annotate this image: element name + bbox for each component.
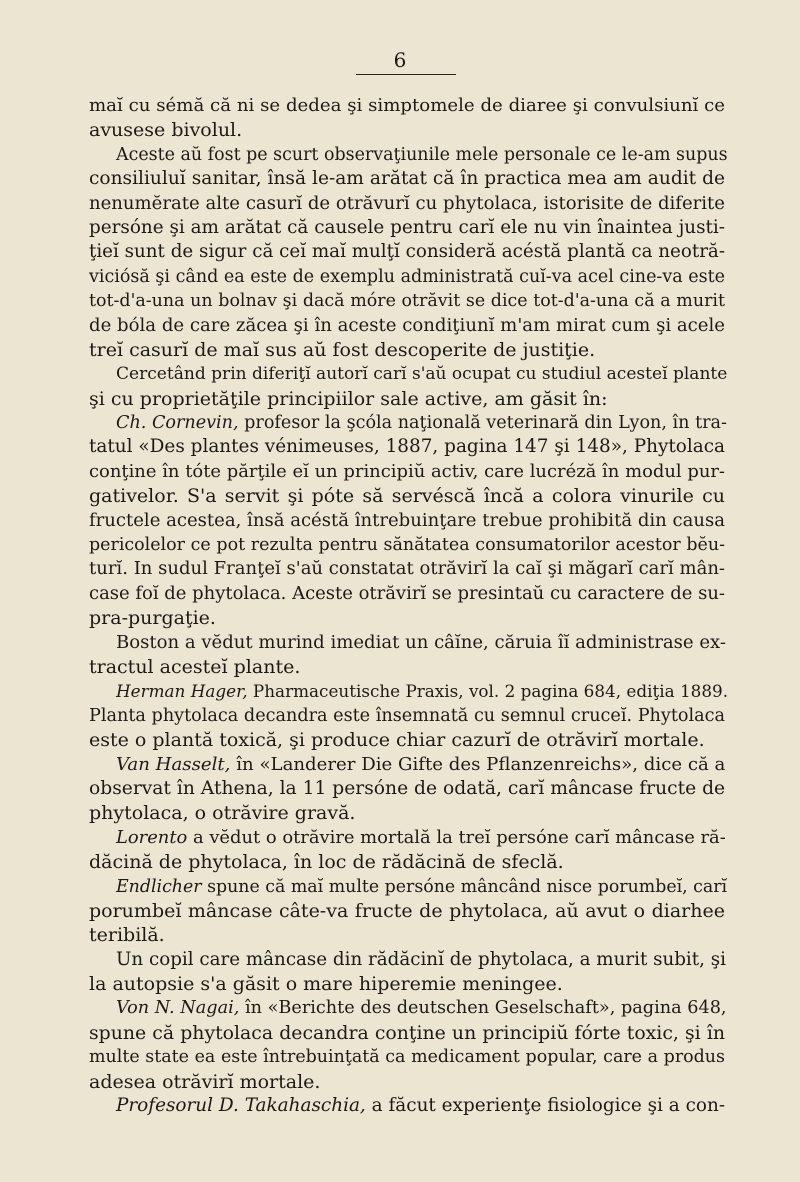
text-line: pericolelor ce pot rezulta pentru sănătatea consumatorilor acestor bĕu- — [89, 535, 725, 556]
text-line — [89, 753, 725, 777]
text-line: gativelor. S'a servit şi póte să servéscă încă a colora vinurile cu — [89, 485, 725, 508]
text-line: tot-d'a-una un bolnav şi dacă móre otrăvit se dice tot-d'a-una că a murit — [89, 291, 725, 312]
text-line: adesea otrăvirĭ mortale. — [89, 1070, 321, 1093]
text-line — [89, 679, 729, 703]
text-line: tatul «Des plantes vénimeuses, 1887, pagina 147 şi 148», Phytolaca — [89, 436, 725, 458]
text-line: spune că phytolaca decandra conţine un principiŭ fórte toxic, şi în — [89, 1021, 725, 1044]
text-line: case foĭ de phytolaca. Aceste otrăvirĭ se presintaŭ cu caractere de su- — [89, 582, 725, 604]
text-line: tractul acesteĭ plante. — [89, 655, 301, 678]
text-line: avusese bivolul. — [89, 119, 243, 142]
text-line: porumbeĭ mâncase câte-va fructe de phytolaca, aŭ avut o diarhee — [89, 899, 725, 922]
text-line: Un copil care mâncase din rădăcinĭ de phytolaca, a murit subit, şi — [116, 948, 726, 970]
line-rest: a făcut experienţe fisiologice şi a con- — [365, 1095, 726, 1117]
text-line: la autopsie s'a găsit o mare hiperemie meningee. — [89, 973, 563, 996]
line-rest: spune că maĭ multe persóne mâncând nisce porumbeĭ, carĭ — [201, 876, 728, 897]
author-name: Lorento — [116, 826, 188, 848]
text-line: maĭ cu sémă că ni se dedea şi simptomele de diaree şi convulsiunĭ ce — [89, 95, 725, 116]
text-line: pra-purgaţie. — [89, 607, 216, 630]
text-line: Aceste aŭ fost pe scurt observaţiunile mele personale ce le-am supus — [116, 144, 728, 165]
author-name: Profesorul D. Takahaschia, — [116, 1095, 366, 1117]
text-line — [89, 826, 725, 850]
text-line: viciósă şi când ea este de exemplu administrată cuĭ-va acel cine-va este — [89, 266, 725, 287]
text-line: ţieĭ sunt de sigur că ceĭ maĭ mulţĭ consideră acéstă plantă ca neotră- — [89, 241, 725, 263]
text-line: de bóla de care zăcea şi în aceste condiţiunĭ m'am mirat cum şi acele — [89, 314, 725, 336]
text-line — [89, 411, 725, 435]
text-line: Planta phytolaca decandra este însemnată cu semnul cruceĭ. Phytolaca — [89, 705, 725, 726]
text-line: dăcină de phytolaca, în loc de rădăcină de sfeclă. — [89, 851, 564, 874]
text-line: phytolaca, o otrăvire gravă. — [89, 802, 356, 825]
line-rest: Pharmaceutische Praxis, vol. 2 pagina 684, ediţia 1889. — [247, 681, 729, 702]
line-rest: a vĕdut o otrăvire mortală la treĭ persóne carĭ mâncase ră- — [187, 826, 726, 848]
text-line: conţine în tóte părţile eĭ un principiŭ activ, care lucréză în modul pur- — [89, 460, 725, 482]
text-line: consiliuluĭ sanitar, însă le-am arătat că în practica mea am audit de — [89, 168, 725, 190]
text-line: turĭ. In sudul Franţeĭ s'aŭ constatat otrăvirĭ la caĭ şi măgarĭ carĭ mân- — [89, 558, 725, 580]
line-rest: în «Berichte des deutschen Geselschaft», pagina 648, — [239, 998, 727, 1019]
text-line: Cercetând prin diferiţĭ autorĭ carĭ s'aŭ ocupat cu studiul acesteĭ plante — [116, 364, 728, 385]
author-name: Endlicher — [116, 876, 202, 897]
text-line: şi cu proprietăţile principiilor sale active, am găsit în: — [89, 387, 608, 410]
text-line: teribilă. — [89, 924, 165, 947]
body-text — [89, 94, 729, 1118]
text-line — [89, 996, 725, 1020]
author-name: Von N. Nagai, — [116, 998, 240, 1019]
text-line: treĭ casurĭ de maĭ sus aŭ fost descoperite de justiţie. — [89, 338, 596, 361]
text-line: persóne şi am arătat că causele pentru carĭ ele nu vin înaintea justi- — [89, 216, 725, 238]
page-number: 6 — [393, 48, 407, 72]
author-name: Van Hasselt, — [116, 753, 231, 775]
text-line: fructele acestea, însă acéstă întrebuinţare trebue prohibită din causa — [89, 509, 725, 531]
line-rest: în «Landerer Die Gifte des Pflanzenreichs», dice că a — [230, 753, 726, 775]
line-rest: profesor la şcóla naţională veterinară din Lyon, în tra- — [238, 413, 727, 434]
text-line: observat în Athena, la 11 persóne de odată, carĭ mâncase fructe de — [89, 777, 726, 799]
author-name: Ch. Cornevin, — [116, 413, 239, 434]
text-line: multe state ea este întrebuinţată ca medicament popular, care a produs — [89, 1047, 725, 1068]
text-line — [89, 875, 728, 899]
header-rule — [356, 74, 456, 75]
text-line: este o plantă toxică, şi produce chiar cazurĭ de otrăvirĭ mortale. — [89, 729, 705, 752]
author-name: Herman Hager, — [116, 681, 248, 702]
text-line — [89, 1094, 725, 1118]
text-line: Boston a vĕdut murind imediat un câĭne, căruia îĭ administrase ex- — [116, 631, 726, 653]
text-line: nenumĕrate alte casurĭ de otrăvurĭ cu phytolaca, istorisite de diferite — [89, 192, 725, 214]
